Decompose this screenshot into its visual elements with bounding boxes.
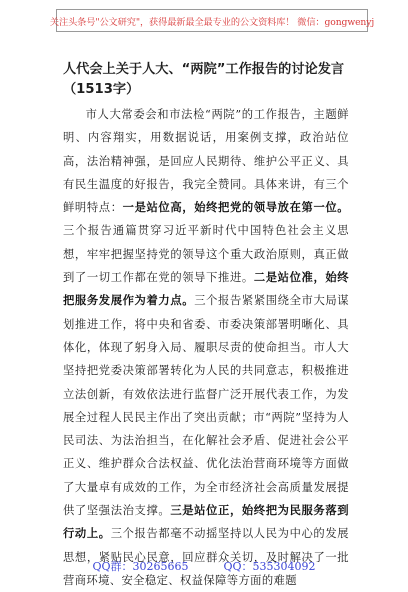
body-sentence: 三个报告紧紧围绕全市大局谋划推进工作，将中央和省委、市委决策部署明晰化、具体化，体现了躬身入局、履职尽责的使命担当。市人大坚持把党委决策部署转化为人民的共同意志，积极推进立法创新，有效依法进行监督广泛开展代表工作，为发展全过程人民民主作出了突出贡献；市“两院”坚持为人民司法、为法治担当，在化解社会矛盾、促进社会公平正义、维护群众合法权益、优化法治营商环境等方面做了大量卓有成效的工作，为全市经济社会高质量发展提供了坚强法治支撑。 [63,294,349,518]
header-notice-box [49,9,375,32]
body-sentence: 市人大常委会和市法检“两院”的工作报告，主题鲜明、内容翔实，用数据说话，用案例支撑，政治站位高，法治精神强，是回应人民期待、维护公平正义、具有民生温度的好报告，我完全赞同。具体来讲，有三个鲜明特点： [63,108,349,215]
header-notice: 关注头条号"公文研究"，获得最新最全最专业的公文资料库！ 微信：gongwenyj [49,16,375,28]
key-point-1: 一是站位高，始终把党的领导放在第一位。 [122,201,349,215]
body-paragraph [63,103,349,592]
key-point-3: 三是站位正，始终把为民服务落到行动上。 [63,504,349,541]
qq-number: 535304092 [252,560,316,573]
body-sentence: 三个报告通篇贯穿习近平新时代中国特色社会主义思想，牢牢把握坚持党的领导这个重大政治原则，真正做到了一切工作都在党的领导下推进。 [63,224,349,285]
document-body [63,103,349,592]
qq-group-label: QQ群： [92,560,133,573]
key-point-2: 二是站位准，始终把服务发展作为着力点。 [63,271,350,308]
document-title: 人代会上关于人大、“两院”工作报告的讨论发言（1513字） [63,62,345,97]
qq-label: QQ： [223,560,253,573]
footer-contact [0,558,408,574]
body-sentence: 三个报告都毫不动摇坚持以人民为中心的发展思想，紧贴民心民意，回应群众关切，及时解决了一批营商环境、安全稳定、权益保障等方面的难题 [63,527,349,587]
qq-group-number: 30265665 [132,560,189,573]
